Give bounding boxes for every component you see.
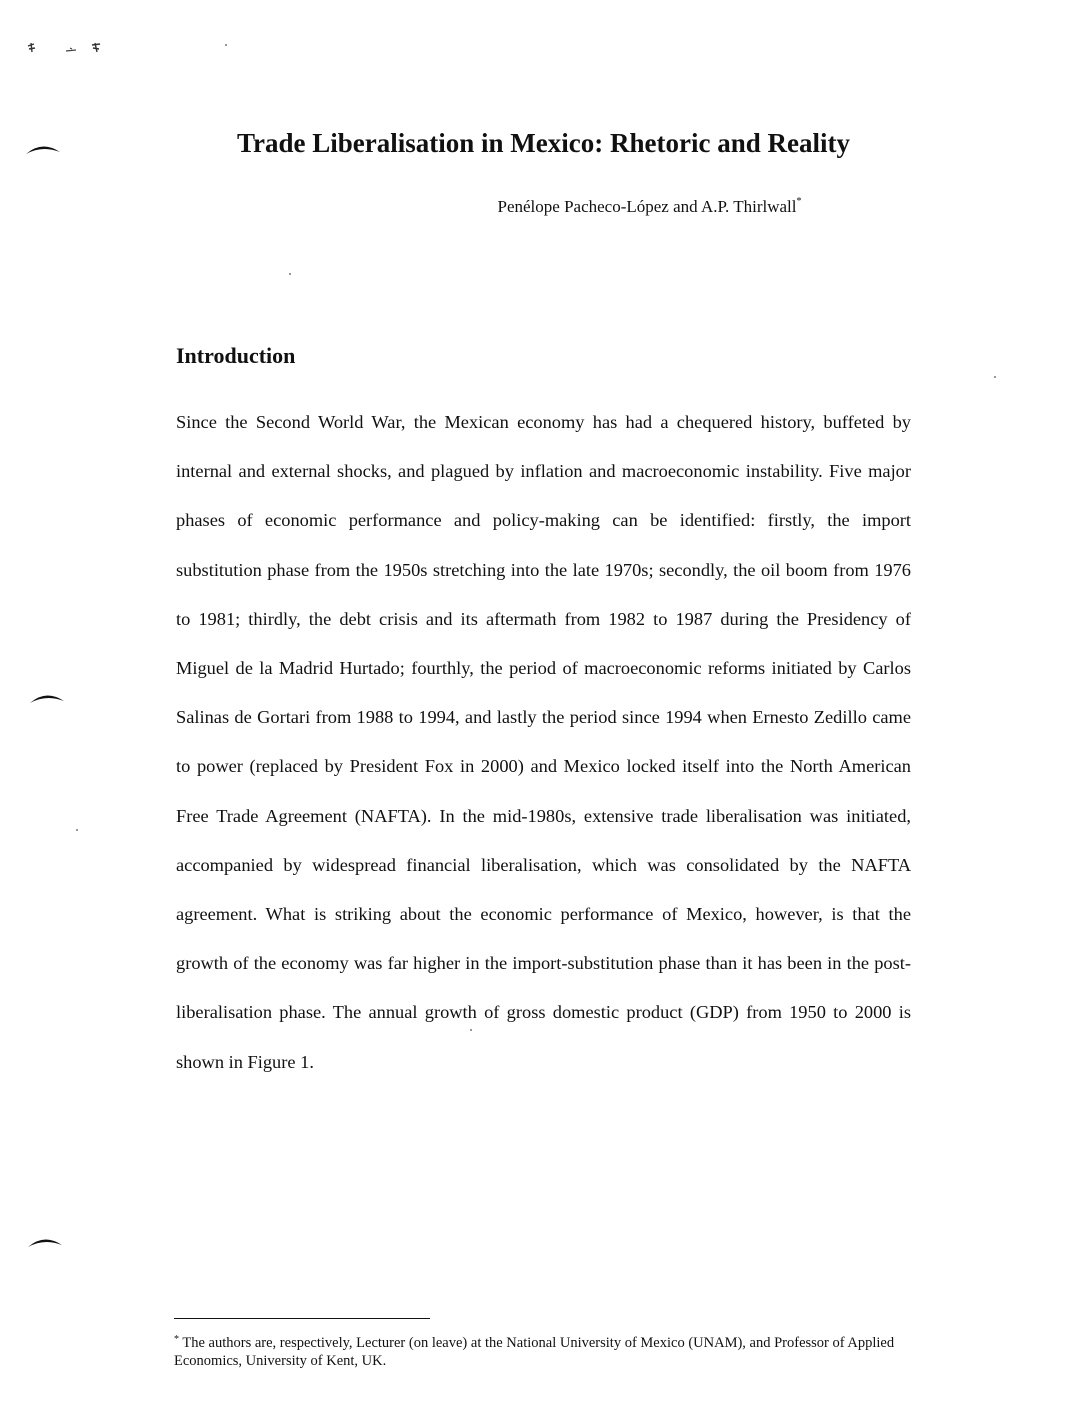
scan-speck bbox=[76, 829, 78, 831]
author-footnote-marker: * bbox=[796, 196, 802, 207]
footnote-divider bbox=[174, 1318, 430, 1319]
punch-hole-mark bbox=[28, 689, 64, 705]
scan-speck bbox=[289, 273, 291, 275]
paper-title: Trade Liberalisation in Mexico: Rhetoric and Reality bbox=[237, 128, 850, 158]
footnote bbox=[174, 1331, 934, 1370]
footnote-marker: * bbox=[174, 1334, 179, 1345]
scan-speck bbox=[225, 44, 227, 46]
scan-speck bbox=[994, 376, 996, 378]
footnote-text: The authors are, respectively, Lecturer (on leave) at the National University of Mexico (UNAM), and Professor of Applied Economics, University of Kent, UK. bbox=[174, 1335, 895, 1369]
author-names: Penélope Pacheco-López and A.P. Thirlwall bbox=[497, 197, 797, 216]
section-heading: Introduction bbox=[176, 343, 296, 368]
punch-hole-mark bbox=[26, 1233, 62, 1249]
scan-corner-marks bbox=[26, 40, 106, 59]
author-line bbox=[0, 196, 1087, 217]
body-paragraph: Since the Second World War, the Mexican economy has had a chequered history, buffeted by internal and external shocks, and plagued by inflation and macroeconomic instability. Five major phases of economic performance and policy-making can be identified: firstly, the import substitution phase from the 1950s stretching into the late 1970s; secondly, the oil boom from 1976 to 1981; thirdly, the debt crisis and its aftermath from 1982 to 1987 during the Presidency of Miguel de la Madrid Hurtado; fourthly, the period of macroeconomic reforms initiated by Carlos Salinas de Gortari from 1988 to 1994, and lastly the period since 1994 when Ernesto Zedillo came to power (replaced by President Fox in 2000) and Mexico locked itself into the North American Free Trade Agreement (NAFTA). In the mid-1980s, extensive trade liberalisation was initiated, accompanied by widespread financial liberalisation, which was consolidated by the NAFTA agreement. What is striking about the economic performance of Mexico, however, is that the growth of the economy was far higher in the import-substitution phase than it has been in the post-liberalisation phase. The annual growth of gross domestic product (GDP) from 1950 to 2000 is shown in Figure 1. bbox=[176, 412, 911, 1072]
